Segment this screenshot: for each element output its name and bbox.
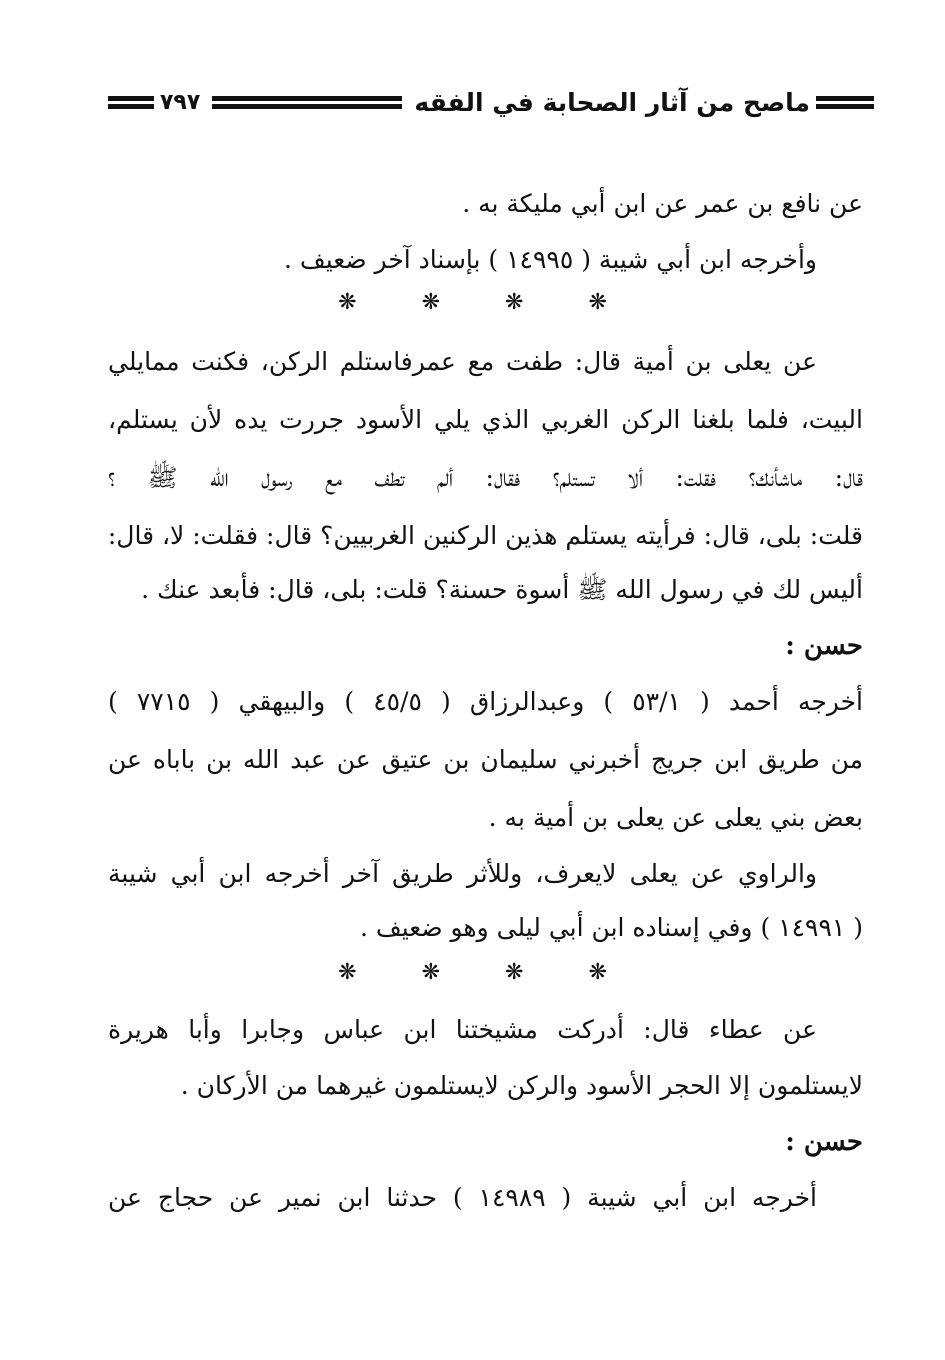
- text-line: عن عطاء قال: أدركت مشيختنا ابن عباس وجابرا وأبا هريرة: [108, 1015, 817, 1044]
- asterism-icon: ❋: [505, 290, 524, 315]
- section-separator: [0, 958, 945, 988]
- text-line: لايستلمون إلا الحجر الأسود والركن لايستلمون غيرهما من الأركان .: [180, 1071, 863, 1100]
- text-line: عن نافع بن عمر عن ابن أبي مليكة به .: [462, 189, 863, 218]
- text-line: ( ١٤٩٩١ ) وفي إسناده ابن أبي ليلى وهو ضعيف .: [359, 913, 863, 942]
- text-line: أخرجه ابن أبي شيبة ( ١٤٩٨٩ ) حدثنا ابن نمير عن حجاج عن: [108, 1183, 817, 1212]
- text-line: أخرجه أحمد ( ٥٣/١ ) وعبدالرزاق ( ٤٥/٥ ) والبيهقي ( ٧٧١٥ ): [108, 687, 863, 716]
- grading-heading: حسن :: [785, 1127, 863, 1157]
- grading-heading: حسن :: [785, 631, 863, 661]
- text-line: من طريق ابن جريج أخبرني سليمان بن عتيق عن عبد الله بن باباه عن: [108, 745, 863, 774]
- asterism-icon: ❋: [338, 290, 357, 315]
- page-number: ٧٩٧: [160, 89, 201, 115]
- asterism-icon: ❋: [588, 290, 607, 315]
- text-line: البيت، فلما بلغنا الركن الغربي الذي يلي الأسود جررت يده لأن يستلم،: [108, 405, 863, 434]
- text-line: أليس لك في رسول الله ﷺ أسوة حسنة؟ قلت: بلى، قال: فأبعد عنك .: [141, 575, 863, 604]
- text-line: وأخرجه ابن أبي شيبة ( ١٤٩٩٥ ) بإسناد آخر ضعيف .: [283, 245, 817, 274]
- asterism-icon: ❋: [338, 960, 357, 985]
- text-line: قال: ماشأنك؟ فقلت: ألا تستلم؟ فقال: ألم تطف مع رسول الله ﷺ ؟: [108, 463, 863, 492]
- text-line: والراوي عن يعلى لايعرف، وللأثر طريق آخر أخرجه ابن أبي شيبة: [108, 859, 817, 888]
- asterism-icon: ❋: [588, 960, 607, 985]
- text-line: قلت: بلى، قال: فرأيته يستلم هذين الركنين الغربيين؟ قال: فقلت: لا، قال:: [107, 521, 863, 550]
- asterism-icon: ❋: [505, 960, 524, 985]
- text-line: عن يعلى بن أمية قال: طفت مع عمرفاستلم الركن، فكنت ممايلي: [108, 347, 817, 376]
- asterism-icon: ❋: [421, 960, 440, 985]
- text-line: بعض بني يعلى عن يعلى بن أمية به .: [488, 803, 863, 832]
- asterism-icon: ❋: [421, 290, 440, 315]
- running-title: ماصح من آثار الصحابة في الفقه: [414, 87, 810, 117]
- section-separator: [0, 288, 945, 318]
